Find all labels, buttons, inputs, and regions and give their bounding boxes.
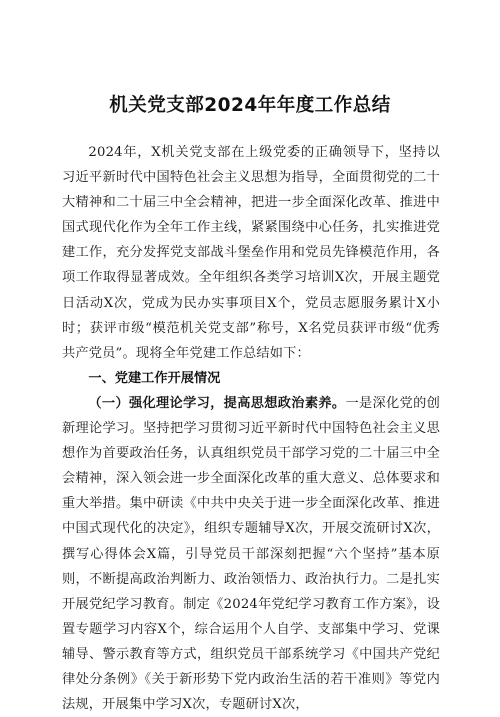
document-body	[62, 140, 440, 717]
subsection-text: 一是深化党的创新理论学习。坚持把学习贯彻习近平新时代中国特色社会主义思想作为首要政治任务，认真组织党员干部学习党的二十届三中全会精神，深入领会进一步全面深化改革的重大意义、总体要求和重大举措。集中研读《中共中央关于进一步全面深化改革、推进中国式现代化的决定》，组织专题辅导X次，开展交流研讨X次，撰写心得体会X篇，引导党员干部深刻把握“六个坚持”基本原则，不断提高政治判断力、政治领悟力、政治执行力。二是扎实开展党纪学习教育。制定《2024年党纪学习教育工作方案》，设置专题学习内容X个，综合运用个人自学、支部集中学习、党课辅导、警示教育等方式，组织党员干部系统学习《中国共产党纪律处分条例》《关于新形势下党内政治生活的若干准则》等党内法规，开展集中学习X次，专题研讨X次，	[62, 395, 440, 713]
subsection-lead: （一）强化理论学习，提高思想政治素养。	[88, 395, 346, 411]
subsection-paragraph	[62, 391, 440, 717]
intro-paragraph: 2024年，X机关党支部在上级党委的正确领导下，坚持以习近平新时代中国特色社会主义思想为指导，全面贯彻党的二十大精神和二十届三中全会精神，把进一步全面深化改革、推进中国式现代化作为全年工作主线，紧紧围绕中心任务，扎实推进党建工作，充分发挥党支部战斗堡垒作用和党员先锋模范作用，各项工作取得显著成效。全年组织各类学习培训X次，开展主题党日活动X次，党成为民办实事项目X个，党员志愿服务累计X小时；获评市级“模范机关党支部”称号，X名党员获评市级“优秀共产党员”。现将全年党建工作总结如下：	[62, 145, 440, 361]
document-title: 机关党支部2024年年度工作总结	[109, 95, 391, 116]
section-heading: 一、党建工作开展情况	[88, 370, 221, 386]
